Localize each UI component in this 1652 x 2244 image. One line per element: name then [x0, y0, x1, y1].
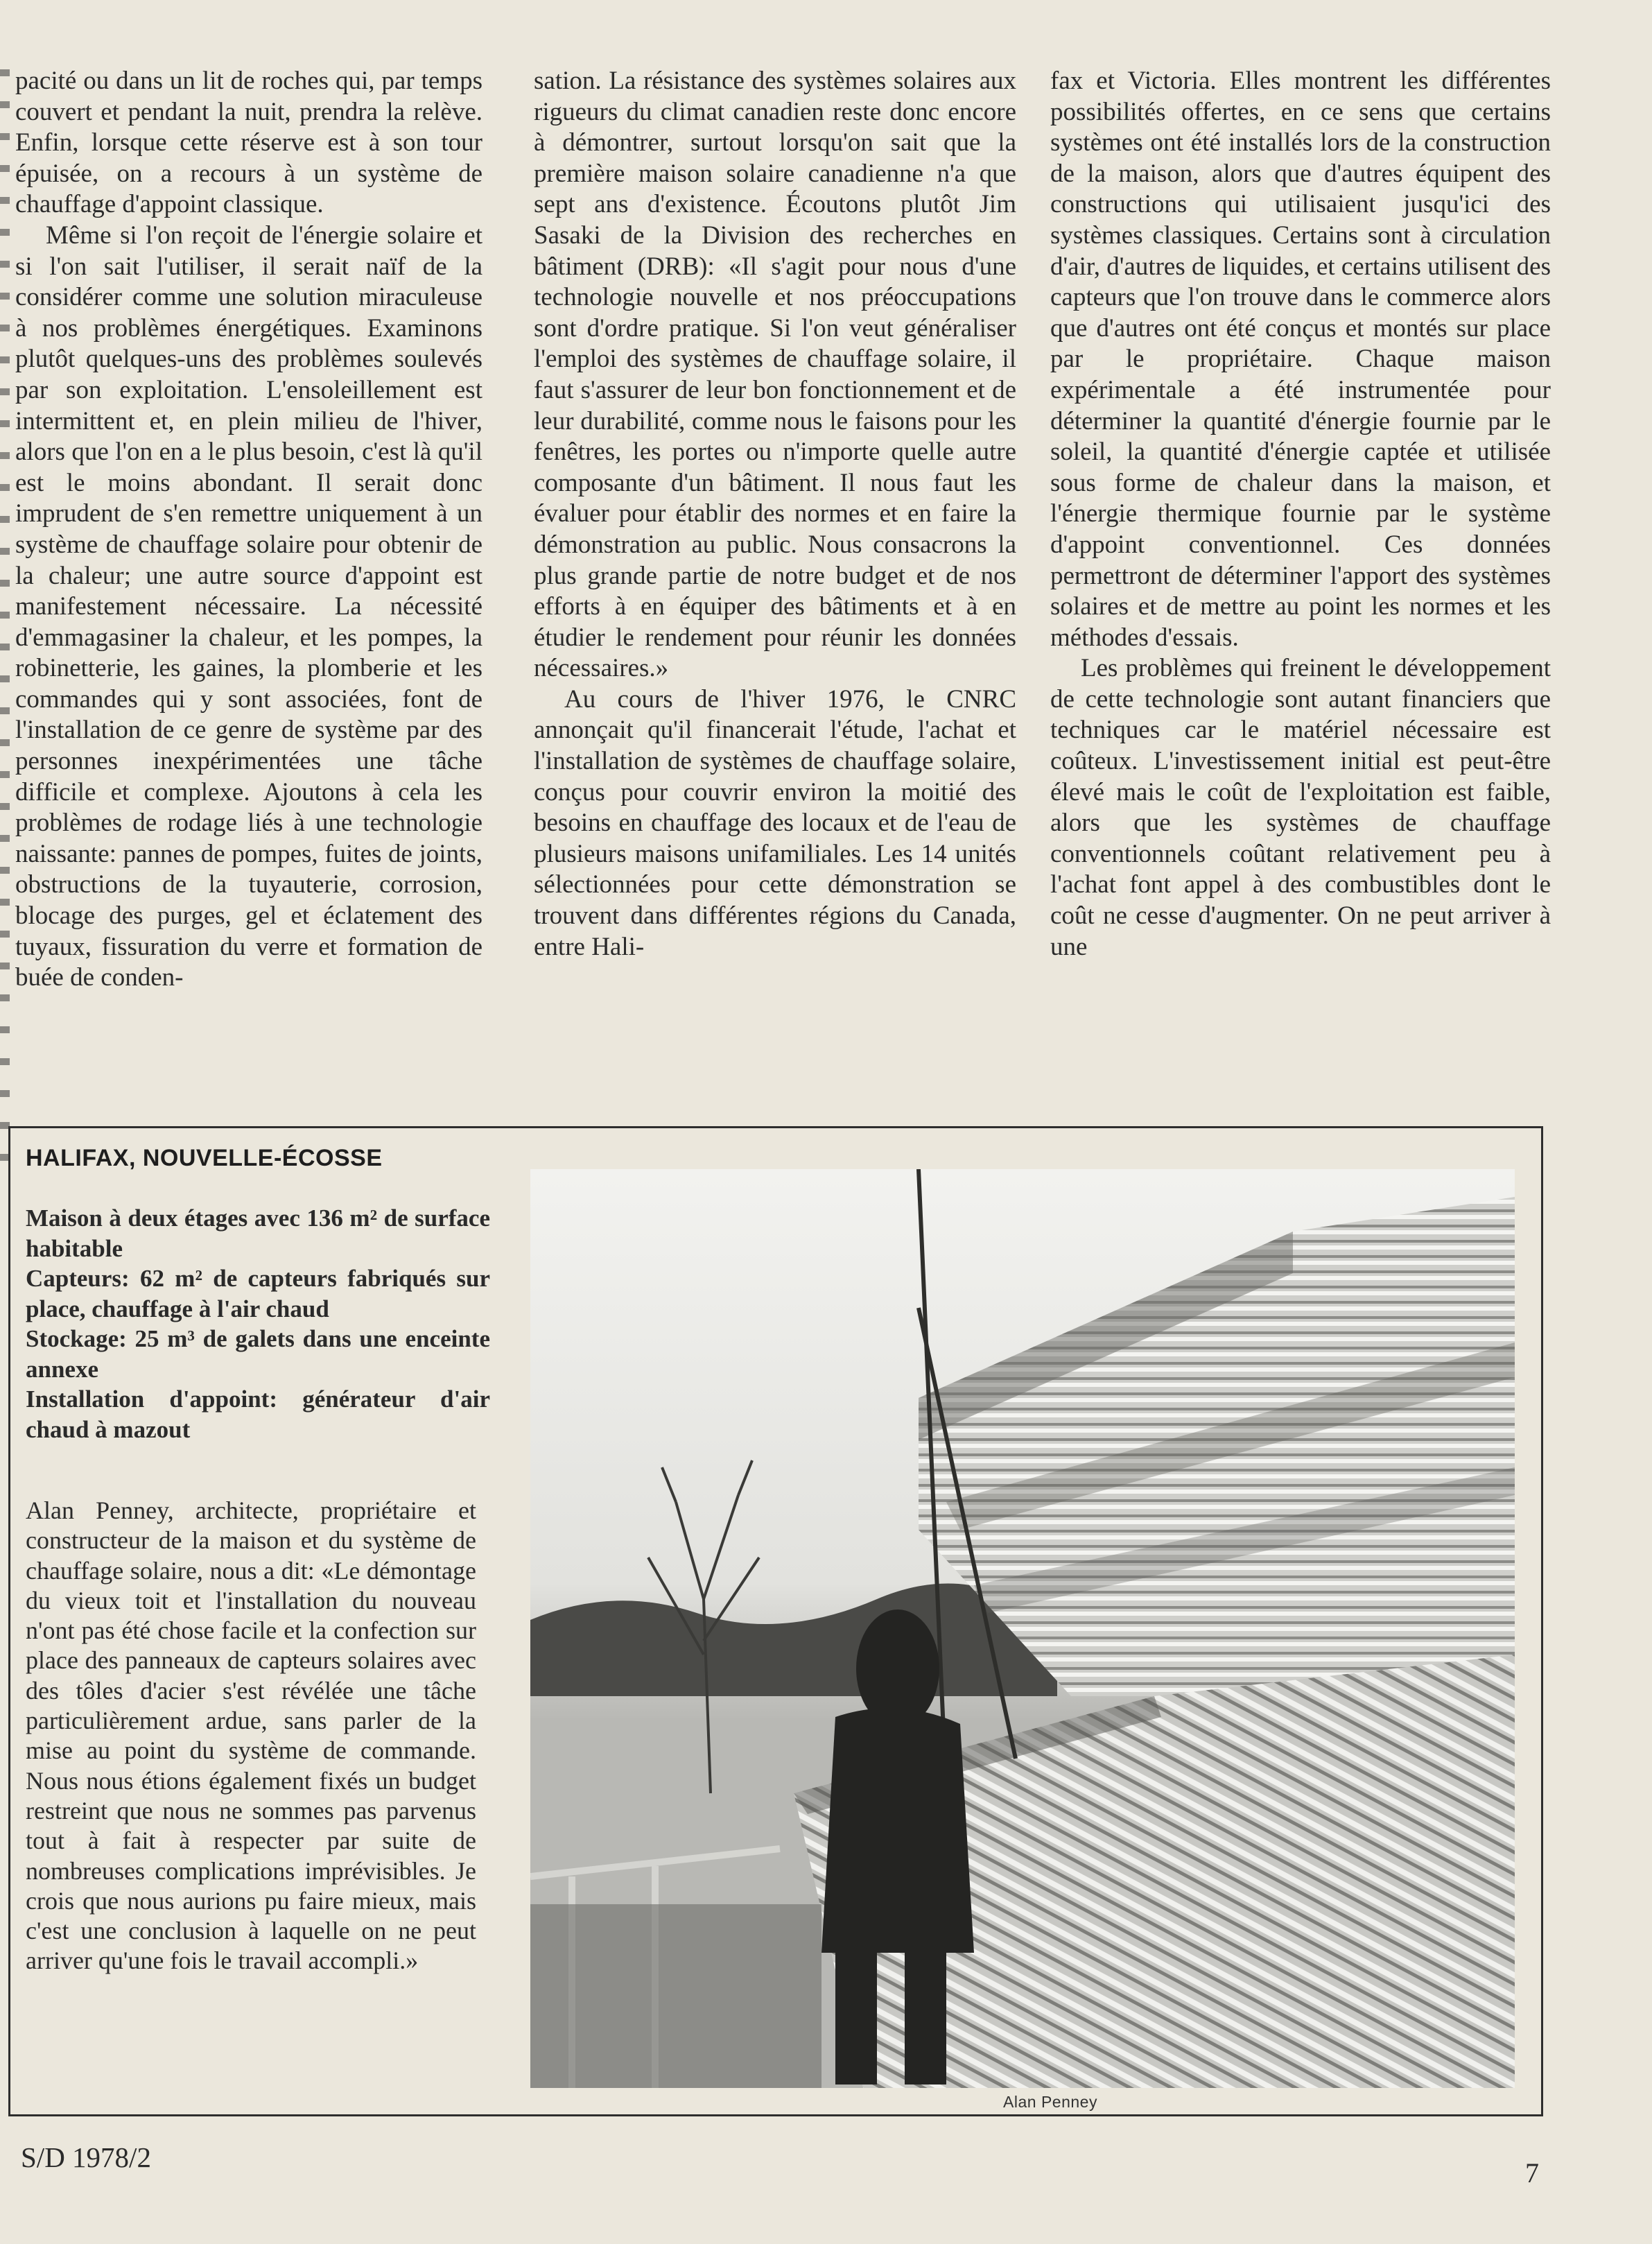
photo-illustration [530, 1169, 1515, 2088]
binding-edge-artifact [0, 69, 10, 1165]
paragraph: sation. La résistance des systèmes solaires aux rigueurs du climat canadien reste donc encore à démontrer, surtout lorsqu'on sait que la première maison solaire canadienne n'a que sept ans d'existence. Écoutons plutôt Jim Sasaki de la Division des recherches en bâtiment (DRB): «Il s'agit pour nous d'une technologie nouvelle et nos préoccupations sont d'ordre pratique. Si l'on veut généraliser l'emploi des systèmes de chauffage solaire, il faut s'assurer de leur bon fonctionnement et de leur durabilité, comme nous le faisons pour les fenêtres, les portes ou n'importe quelle autre composante d'un bâtiment. Il nous faut les évaluer pour établir des normes et en faire la démonstration au public. Nous consacrons la plus grande partie de notre budget et de nos efforts à en équiper des bâtiments et à en étudier le rendement pour réunir les données nécessaires.» [534, 67, 1016, 683]
spec-item: Capteurs: 62 m² de capteurs fabriqués sur place, chauffage à l'air chaud [26, 1265, 490, 1322]
sidebar-box-halifax [8, 1126, 1543, 2116]
photo-solar-collectors [530, 1169, 1515, 2088]
paragraph: Au cours de l'hiver 1976, le CNRC annonçait qu'il financerait l'étude, l'achat et l'installation de systèmes de chauffage solaire, conçus pour couvrir environ la moitié des besoins en chauffage des locaux et de l'eau de plusieurs maisons unifamiliales. Les 14 unités sélectionnées pour cette démonstration se trouvent dans différentes régions du Canada, entre Hali- [534, 684, 1016, 961]
photo-caption: Alan Penney [1003, 2093, 1097, 2111]
page-number: 7 [1525, 2157, 1539, 2189]
quote-text: Alan Penney, architecte, propriétaire et constructeur de la maison et du système de chauffage solaire, nous a dit: «Le démontage du vieux toit et l'installation du nouveau n'ont pas été chose facile et la confection sur place des panneaux de capteurs solaires avec des tôles d'acier s'est révélée une tâche particulièrement ardue, sans parler de la mise au point du système de commande. Nous nous étions également fixés un budget restreint que nous ne sommes pas parvenus tout à fait à respecter par suite de nombreuses complications imprévisibles. Je crois que nous aurions pu faire mieux, mais c'est une conclusion à laquelle on ne peut arriver qu'une fois le travail accompli.» [26, 1496, 476, 1975]
text-column-1 [15, 66, 482, 994]
spec-item: Installation d'appoint: générateur d'air chaud à mazout [26, 1386, 490, 1443]
issue-label: S/D 1978/2 [21, 2141, 151, 2173]
owner-quote [26, 1496, 476, 1976]
text-column-2 [534, 66, 1016, 963]
house-specs [26, 1203, 490, 1444]
spec-item: Maison à deux étages avec 136 m² de surface habitable [26, 1205, 490, 1262]
paragraph: pacité ou dans un lit de roches qui, par temps couvert et pendant la nuit, prendra la relève. Enfin, lorsque cette réserve est à son tour épuisée, on a recours à un système de chauffage d'appoint classique. [15, 67, 482, 219]
box-heading: HALIFAX, NOUVELLE-ÉCOSSE [26, 1145, 383, 1171]
paragraph: fax et Victoria. Elles montrent les différentes possibilités offertes, en ce sens que certains systèmes ont été installés lors de la construction de la maison, alors que d'autres équipent des constructions qui utilisaient jusqu'ici des systèmes classiques. Certains sont à circulation d'air, d'autres de liquides, et certains utilisent des capteurs que l'on trouve dans le commerce alors que d'autres ont été conçus et montés sur place par le propriétaire. Chaque maison expérimentale a été instrumentée pour déterminer la quantité d'énergie fournie par le soleil, la quantité d'énergie captée et utilisée sous forme de chaleur dans la maison, et l'énergie thermique fournie par le système d'appoint conventionnel. Ces données permettront de déterminer l'apport des systèmes solaires et de mettre au point les normes et les méthodes d'essais. [1050, 67, 1551, 652]
paragraph: Les problèmes qui freinent le développement de cette technologie sont autant financiers que techniques car le matériel nécessaire est coûteux. L'investissement initial est peut-être élevé mais le coût de l'exploitation est faible, alors que les systèmes de chauffage conventionnels coûtant relativement peu à l'achat font appel à des combustibles dont le coût ne cesse d'augmenter. On ne peut arriver à une [1050, 654, 1551, 961]
spec-item: Stockage: 25 m³ de galets dans une enceinte annexe [26, 1325, 490, 1383]
paragraph: Même si l'on reçoit de l'énergie solaire et si l'on sait l'utiliser, il serait naïf de la considérer comme une solution miraculeuse à nos problèmes énergétiques. Examinons plutôt quelques-uns des problèmes soulevés par son exploitation. L'ensoleillement est intermittent et, en plein milieu de l'hiver, alors que l'on en a le plus besoin, c'est là qu'il est le moins abondant. Il serait donc imprudent de s'en remettre uniquement à un système de chauffage solaire pour obtenir de la chaleur; une autre source d'appoint est manifestement nécessaire. La nécessité d'emmagasiner la chaleur, et les pompes, la robinetterie, les gaines, la plomberie et les commandes qui y sont associées, font de l'installation de ce genre de système par des personnes inexpérimentées une tâche difficile et complexe. Ajoutons à cela les problèmes de rodage liés à une technologie naissante: pannes de pompes, fuites de joints, obstructions de la tuyauterie, corrosion, blocage des purges, gel et éclatement des tuyaux, fissuration du verre et formation de buée de conden- [15, 221, 482, 992]
text-column-3 [1050, 66, 1551, 963]
